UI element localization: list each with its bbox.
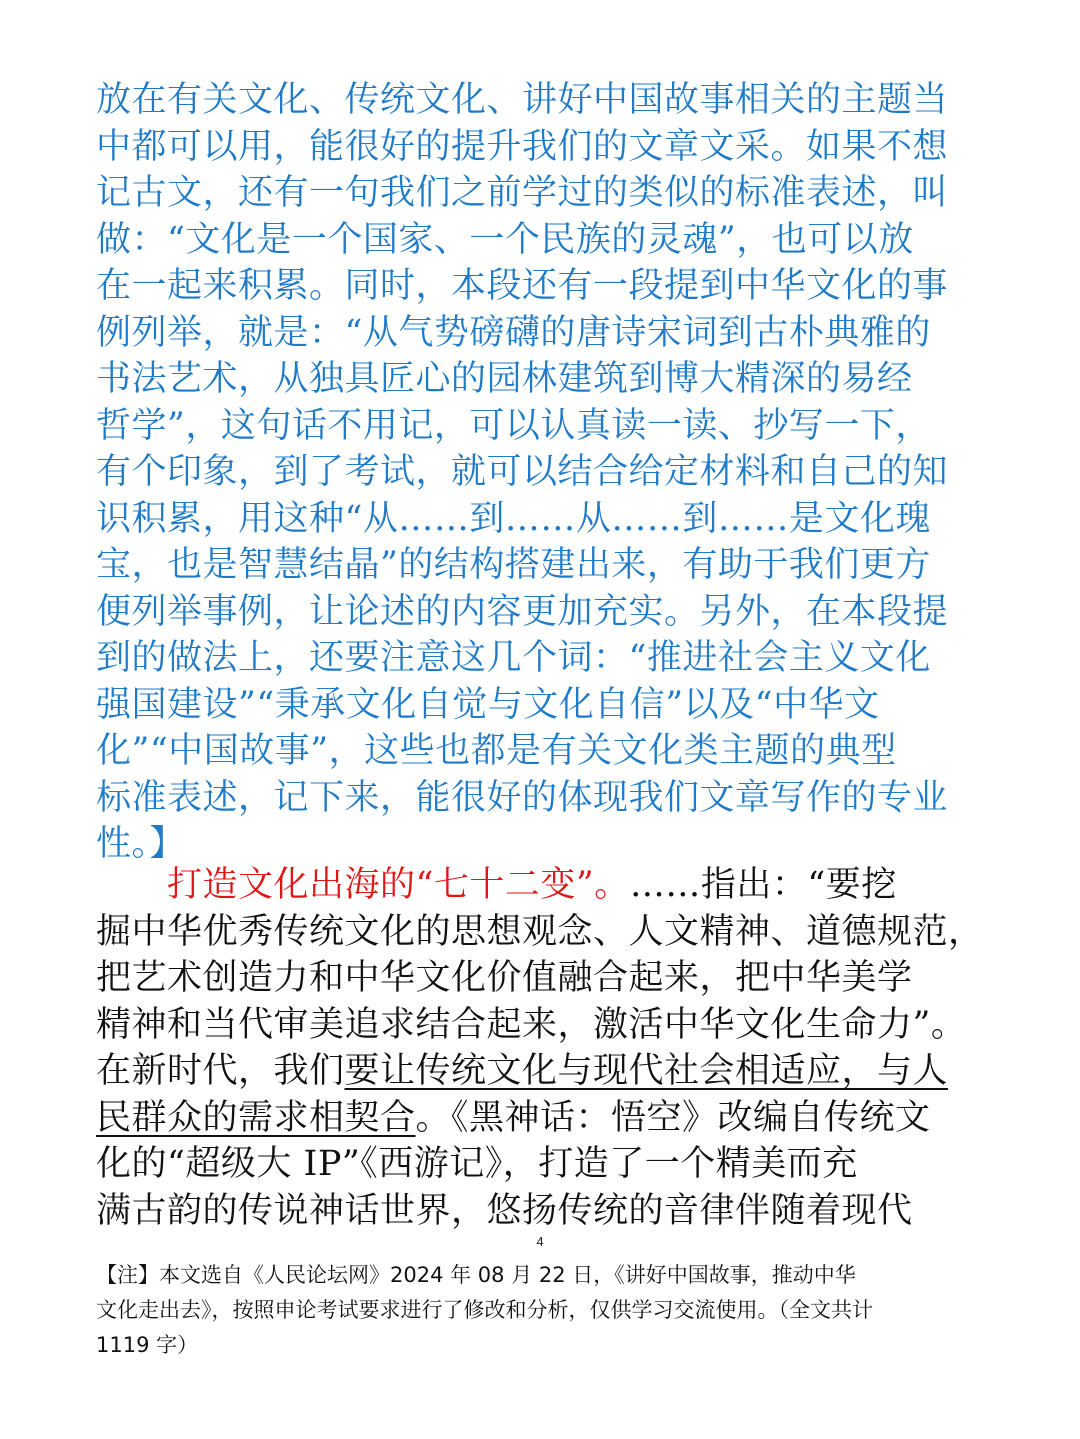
footnote-line: 【注】本文选自《人民论坛网》2024 年 08 月 22 日，《讲好中国故事，推动中华 [96,1263,856,1287]
footnote-line: 文化走出去》，按照申论考试要求进行了修改和分析，仅供学习交流使用。（全文共计 [96,1298,873,1322]
source-line [96,1095,988,1142]
source-line: 把艺术创造力和中华文化价值融合起来，把中华美学 [96,958,913,998]
underlined-phrase: 要让传统文化与现代社会相适应，与人 [344,1051,949,1091]
underlined-phrase: 民群众的需求相契合 [96,1097,416,1138]
commentary-line: 宝，也是智慧结晶”的结构搭建出来，有助于我们更方 [96,545,931,585]
commentary-line: 在一起来积累。同时，本段还有一段提到中华文化的事 [96,266,949,306]
source-text-span: 在新时代，我们 [96,1051,345,1091]
page-number: 4 [536,1234,544,1249]
commentary-line: 识积累，用这种“从……到……从……到……是文化瑰 [96,498,931,539]
commentary-line: 中都可以用，能很好的提升我们的文章文采。如果不想 [96,126,949,167]
source-line [96,862,988,909]
commentary-line: 放在有关文化、传统文化、讲好中国故事相关的主题当 [96,80,949,120]
source-text [96,862,988,1234]
commentary-line: 例列举，就是：“从气势磅礴的唐诗宋词到古朴典雅的 [96,312,931,353]
commentary-line: 到的做法上，还要注意这几个词：“推进社会主义文化 [96,638,931,678]
source-text-span: 。《黑神话：悟空》改编自传统文 [415,1097,931,1138]
section-heading: 打造文化出海的“七十二变”。 [167,865,630,905]
commentary-line: 记古文，还有一句我们之前学过的类似的标准表述，叫 [96,173,949,213]
commentary-line: 化”“中国故事”，这些也都是有关文化类主题的典型 [96,731,897,771]
source-line: 精神和当代审美追求结合起来，激活中华文化生命力”。 [96,1004,967,1045]
analysis-commentary [96,77,988,868]
commentary-line: 哲学”，这句话不用记，可以认真读一读、抄写一下， [96,405,931,446]
commentary-line: 强国建设”“秉承文化自觉与文化自信”以及“中华文 [96,684,880,725]
commentary-line: 做：“文化是一个国家、一个民族的灵魂”，也可以放 [96,219,914,260]
source-line [96,1048,988,1095]
source-text-span: ……指出：“要挖 [629,865,897,905]
commentary-line: 书法艺术，从独具匠心的园林建筑到博大精深的易经 [96,359,913,399]
source-line: 化的“超级大 IP”《西游记》，打造了一个精美而充 [96,1144,858,1184]
commentary-line: 性。】 [96,824,186,864]
source-line: 掘中华优秀传统文化的思想观念、人文精神、道德规范， [96,911,984,952]
source-line: 满古韵的传说神话世界，悠扬传统的音律伴随着现代 [96,1190,913,1231]
commentary-line: 标准表述，记下来，能很好的体现我们文章写作的专业 [96,777,949,818]
commentary-line: 便列举事例，让论述的内容更加充实。另外，在本段提 [96,591,949,632]
commentary-line: 有个印象，到了考试，就可以结合给定材料和自己的知 [96,452,949,492]
footnote-line: 1119 字） [96,1333,199,1357]
footnote [96,1258,988,1363]
